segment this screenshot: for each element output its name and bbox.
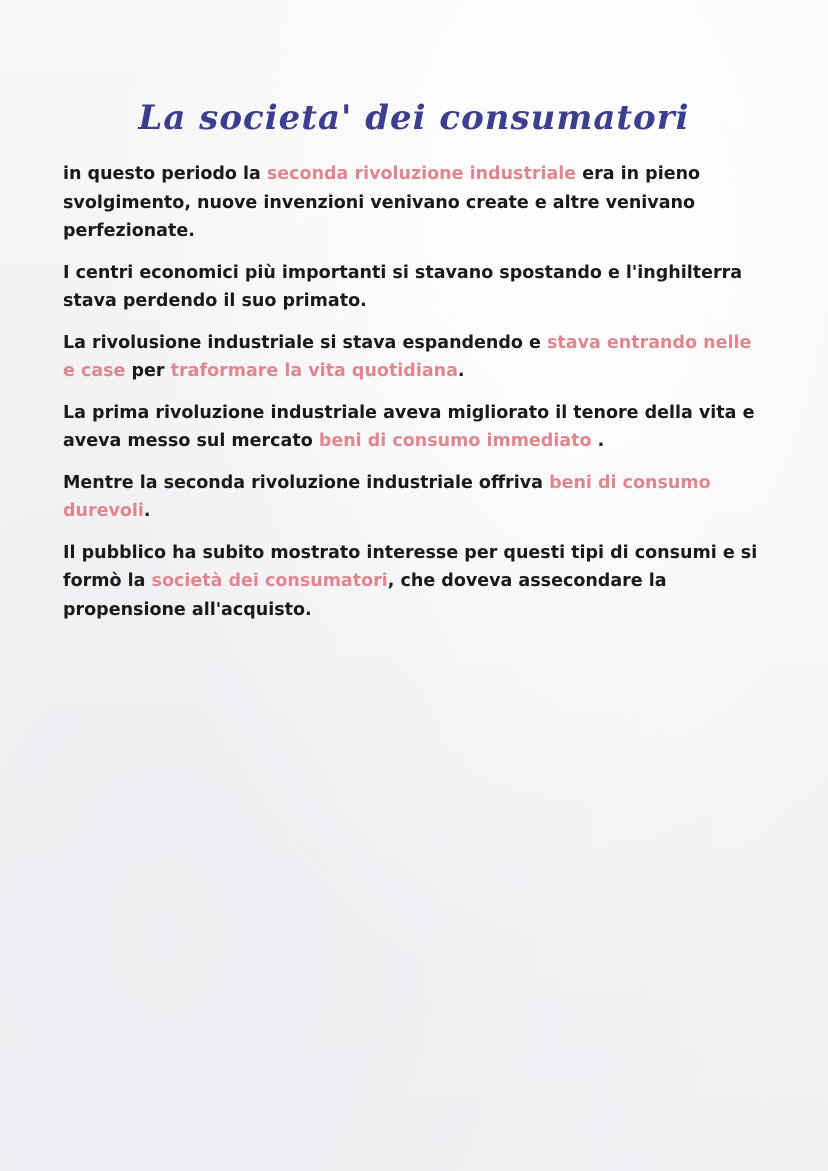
text-segment: . — [591, 431, 605, 451]
notes-body — [63, 160, 763, 637]
text-segment: . — [457, 361, 465, 381]
text-segment: La rivolusione industriale si stava espandendo e — [63, 332, 547, 353]
page-title: La societa' dei consumatori — [138, 98, 690, 138]
text-segment: , che doveva assecondare la propensione all'acquisto. — [63, 571, 667, 620]
highlighted-phrase: beni di consumo durevoli — [63, 472, 711, 521]
text-segment: Mentre la seconda rivoluzione industriale offriva — [63, 472, 550, 493]
paragraph-1 — [63, 160, 763, 246]
text-segment: era in pieno svolgimento, nuove invenzioni venivano create e altre venivano perfezionate. — [63, 164, 701, 241]
highlighted-phrase: traformare la vita quotidiana — [170, 361, 458, 381]
text-segment: per — [125, 361, 171, 381]
text-segment: . — [143, 501, 151, 521]
text-segment: Il pubblico ha subito mostrato interesse per questi tipi di consumi e si formò la — [63, 542, 758, 591]
paragraph-3 — [63, 329, 763, 386]
text-segment: I centri economici più importanti si stavano spostando e l'inghilterra stava perdendo il suo primato. — [63, 262, 743, 311]
highlighted-phrase: società dei consumatori — [151, 571, 388, 591]
paragraph-4 — [63, 399, 763, 456]
paragraph-2 — [63, 259, 763, 316]
highlighted-phrase: seconda rivoluzione industriale — [266, 164, 577, 184]
text-segment: La prima rivoluzione industriale aveva migliorato il tenore della vita e aveva messo sul mercato — [63, 402, 755, 451]
paragraph-6 — [63, 539, 763, 625]
text-segment: in questo periodo la — [63, 164, 267, 184]
highlighted-phrase: beni di consumo immediato — [318, 431, 592, 451]
highlighted-phrase: stava entrando nelle e case — [63, 332, 752, 381]
paragraph-5 — [63, 469, 763, 526]
